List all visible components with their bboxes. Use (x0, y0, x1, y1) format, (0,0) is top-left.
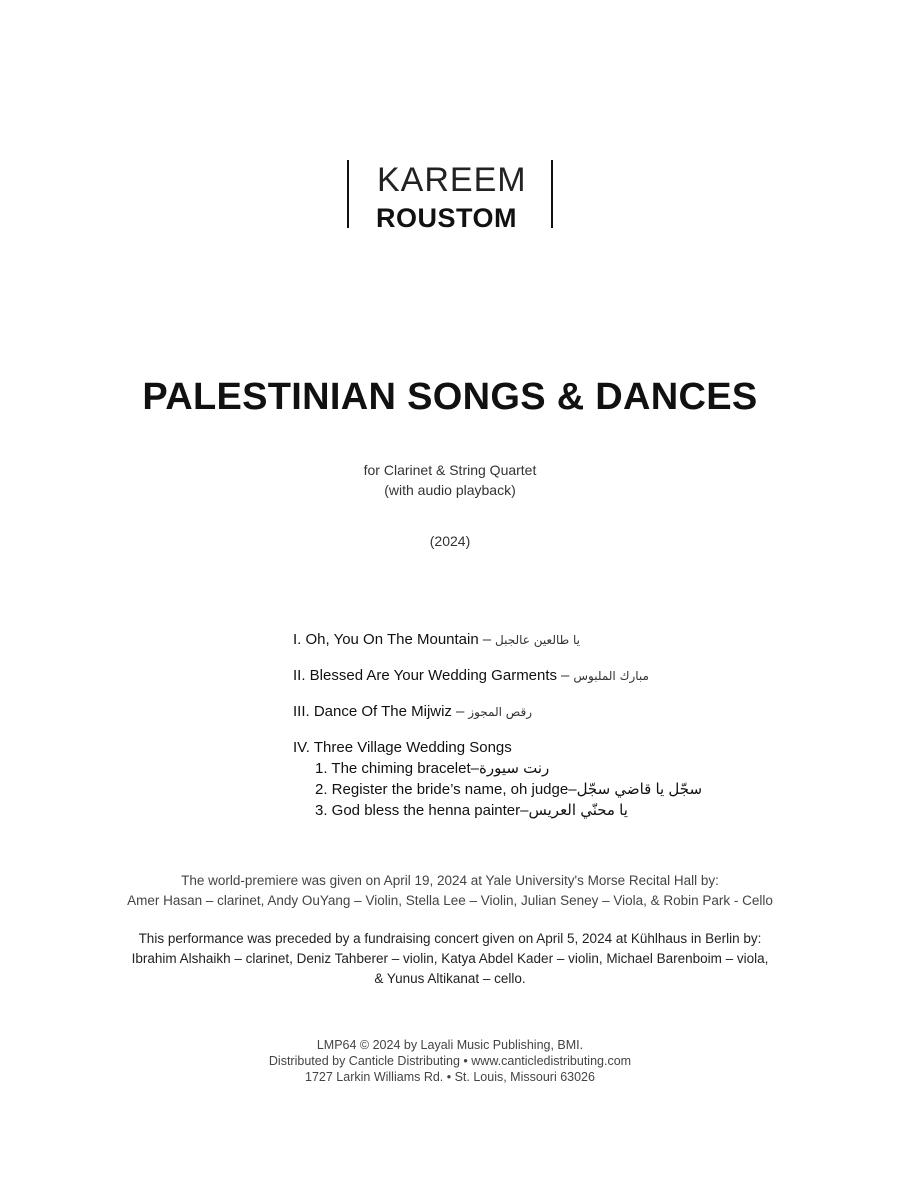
movement-2-dash: – (561, 667, 570, 684)
instrumentation (0, 460, 900, 500)
publisher-footer (0, 1037, 900, 1085)
fundraiser-line-3: & Yunus Altikanat – cello. (374, 971, 526, 986)
song-1-dash: – (470, 760, 479, 777)
fundraiser-line-1: This performance was preceded by a fundraising concert given on April 5, 2024 at Kühlhaus in Berlin by: (138, 931, 762, 946)
fundraiser-line-2: Ibrahim Alshaikh – clarinet, Deniz Tahberer – violin, Katya Abdel Kader – violin, Michael Barenboim – viola, (131, 951, 769, 966)
logo-left-bar (347, 160, 349, 228)
song-3 (293, 800, 813, 821)
song-1-title: 1. The chiming bracelet (315, 760, 471, 777)
composer-logo (347, 160, 553, 233)
song-3-arabic: يا محنّي العريس (528, 802, 628, 819)
composition-year: (2024) (429, 533, 471, 549)
movement-4 (293, 738, 813, 758)
work-title: PALESTINIAN SONGS & DANCES (142, 376, 758, 418)
composer-last-name: ROUSTOM (376, 203, 518, 233)
instrumentation-line-2: (with audio playback) (384, 482, 516, 498)
logo-right-bar (551, 160, 553, 228)
movement-1-title: I. Oh, You On The Mountain (293, 631, 479, 648)
movement-2-title: II. Blessed Are Your Wedding Garments (293, 667, 558, 684)
song-2-dash: – (568, 781, 577, 798)
song-1-arabic: رنت سيورة (478, 760, 550, 777)
movement-3-dash: – (455, 703, 465, 720)
fundraiser-note (0, 929, 900, 989)
song-2 (293, 779, 813, 800)
premiere-line-2: Amer Hasan – clarinet, Andy OuYang – Violin, Stella Lee – Violin, Julian Seney – Viola, & Robin Park - Cello (127, 893, 773, 908)
song-1 (293, 758, 813, 779)
movement-3-arabic: رقص المجوز (468, 705, 532, 719)
movement-list (293, 630, 813, 821)
movement-1-arabic: يا طالعين عالجبل (495, 633, 580, 647)
song-2-arabic: سجّل يا قاضي سجّل (576, 781, 703, 798)
footer-line-2: Distributed by Canticle Distributing • www.canticledistributing.com (268, 1054, 632, 1068)
movement-2-arabic: مبارك الملبوس (573, 669, 649, 683)
footer-line-1: LMP64 © 2024 by Layali Music Publishing, BMI. (316, 1038, 584, 1052)
movement-3-title: III. Dance Of The Mijwiz (293, 703, 452, 720)
premiere-note (0, 871, 900, 911)
movement-1 (293, 630, 813, 650)
premiere-line-1: The world-premiere was given on April 19, 2024 at Yale University's Morse Recital Hall by: (181, 873, 719, 888)
song-3-dash: – (520, 802, 529, 819)
movement-4-title: IV. Three Village Wedding Songs (293, 739, 512, 756)
movement-1-dash: – (482, 631, 492, 648)
composer-first-name: KAREEM (377, 161, 527, 199)
footer-line-3: 1727 Larkin Williams Rd. • St. Louis, Missouri 63026 (305, 1070, 595, 1084)
song-2-title: 2. Register the bride’s name, oh judge (315, 781, 569, 798)
instrumentation-line-1: for Clarinet & String Quartet (363, 462, 537, 478)
song-3-title: 3. God bless the henna painter (315, 802, 521, 819)
movement-2 (293, 666, 813, 686)
movement-3 (293, 702, 813, 722)
